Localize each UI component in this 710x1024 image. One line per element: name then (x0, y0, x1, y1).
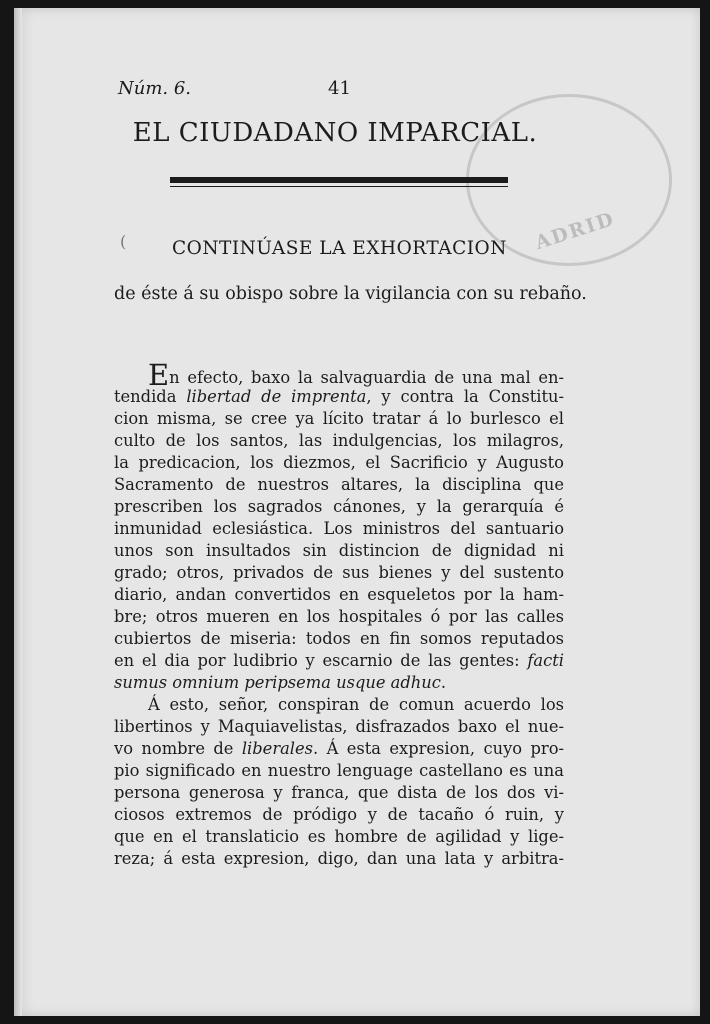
text-segment: la predicacion, los diezmos, el Sacrificio y Augusto (114, 453, 564, 472)
margin-mark: ( (120, 232, 127, 251)
text-segment: vo nombre de (114, 739, 242, 758)
article-body (114, 358, 565, 870)
text-line (114, 540, 564, 562)
text-segment: que en el translaticio es hombre de agilidad y lige- (114, 827, 564, 846)
text-segment: reza; á esta expresion, digo, dan una lata y arbitra- (114, 849, 564, 868)
text-segment: en el dia por ludibrio y escarnio de las gentes: (114, 651, 528, 670)
stamp-text: ADRID (532, 207, 618, 255)
text-segment: , y contra la Constitu- (366, 387, 565, 406)
text-line (114, 628, 564, 650)
publication-title: EL CIUDADANO IMPARCIAL. (132, 118, 538, 148)
article-subheading: de éste á su obispo sobre la vigilancia con su rebaño. (114, 284, 587, 304)
title-rule-thin (170, 186, 508, 187)
text-segment: . Á esta expresion, cuyo pro- (313, 739, 564, 758)
text-line (114, 716, 564, 738)
text-segment: prescriben los sagrados cánones, y la gerarquía é (114, 497, 564, 516)
text-segment: Á esto, señor, conspiran de comun acuerdo los (148, 695, 564, 714)
text-line (114, 452, 564, 474)
text-line (114, 606, 564, 628)
text-segment: cubiertos de miseria: todos en fin somos reputados (114, 629, 564, 648)
text-line (114, 562, 564, 584)
italic-phrase: liberales (241, 739, 314, 758)
text-segment: libertinos y Maquiavelistas, disfrazados baxo el nue- (114, 717, 564, 736)
text-line (114, 760, 564, 782)
text-segment: persona generosa y franca, que dista de los dos vi- (114, 783, 564, 802)
text-line (114, 848, 564, 870)
page-number: 41 (328, 78, 351, 99)
article-heading: CONTINÚASE LA EXHORTACION (172, 238, 507, 259)
issue-number: Núm. 6. (118, 78, 192, 99)
text-segment: . (440, 673, 447, 692)
text-line (114, 430, 564, 452)
page-spine-shadow (14, 8, 22, 1016)
text-line (114, 584, 564, 606)
text-line (114, 804, 564, 826)
text-segment: bre; otros mueren en los hospitales ó por las calles (114, 607, 564, 626)
text-line (114, 518, 564, 540)
text-line (114, 782, 564, 804)
drop-cap: E (148, 358, 170, 392)
text-line (114, 826, 564, 848)
italic-phrase: libertad de imprenta (186, 387, 367, 406)
text-segment: unos son insultados sin distincion de dignidad ni (114, 541, 564, 560)
text-segment: inmunidad eclesiástica. Los ministros del santuario (114, 519, 564, 538)
text-segment: n efecto, baxo la salvaguardia de una mal en- (169, 368, 564, 387)
text-segment: pio significado en nuestro lenguage castellano es una (114, 761, 564, 780)
italic-phrase: facti (527, 651, 564, 670)
text-segment: tendida (114, 387, 187, 406)
text-line (114, 358, 564, 392)
italic-phrase: sumus omnium peripsema usque adhuc (114, 673, 441, 692)
page-header (118, 78, 558, 102)
text-line (114, 496, 564, 518)
text-line (114, 650, 564, 672)
text-segment: culto de los santos, las indulgencias, los milagros, (114, 431, 564, 450)
text-line (114, 694, 564, 716)
text-line (114, 474, 564, 496)
text-segment: cion misma, se cree ya lícito tratar á lo burlesco el (114, 409, 564, 428)
text-line (114, 408, 564, 430)
text-line (114, 738, 564, 760)
text-segment: Sacramento de nuestros altares, la disciplina que (114, 475, 564, 494)
text-line (114, 386, 564, 408)
text-segment: ciosos extremos de pródigo y de tacaño ó ruin, y (114, 805, 564, 824)
text-segment: grado; otros, privados de sus bienes y del sustento (114, 563, 564, 582)
title-rule-thick (170, 177, 508, 183)
text-line (114, 672, 564, 694)
text-segment: diario, andan convertidos en esqueletos por la ham- (114, 585, 564, 604)
